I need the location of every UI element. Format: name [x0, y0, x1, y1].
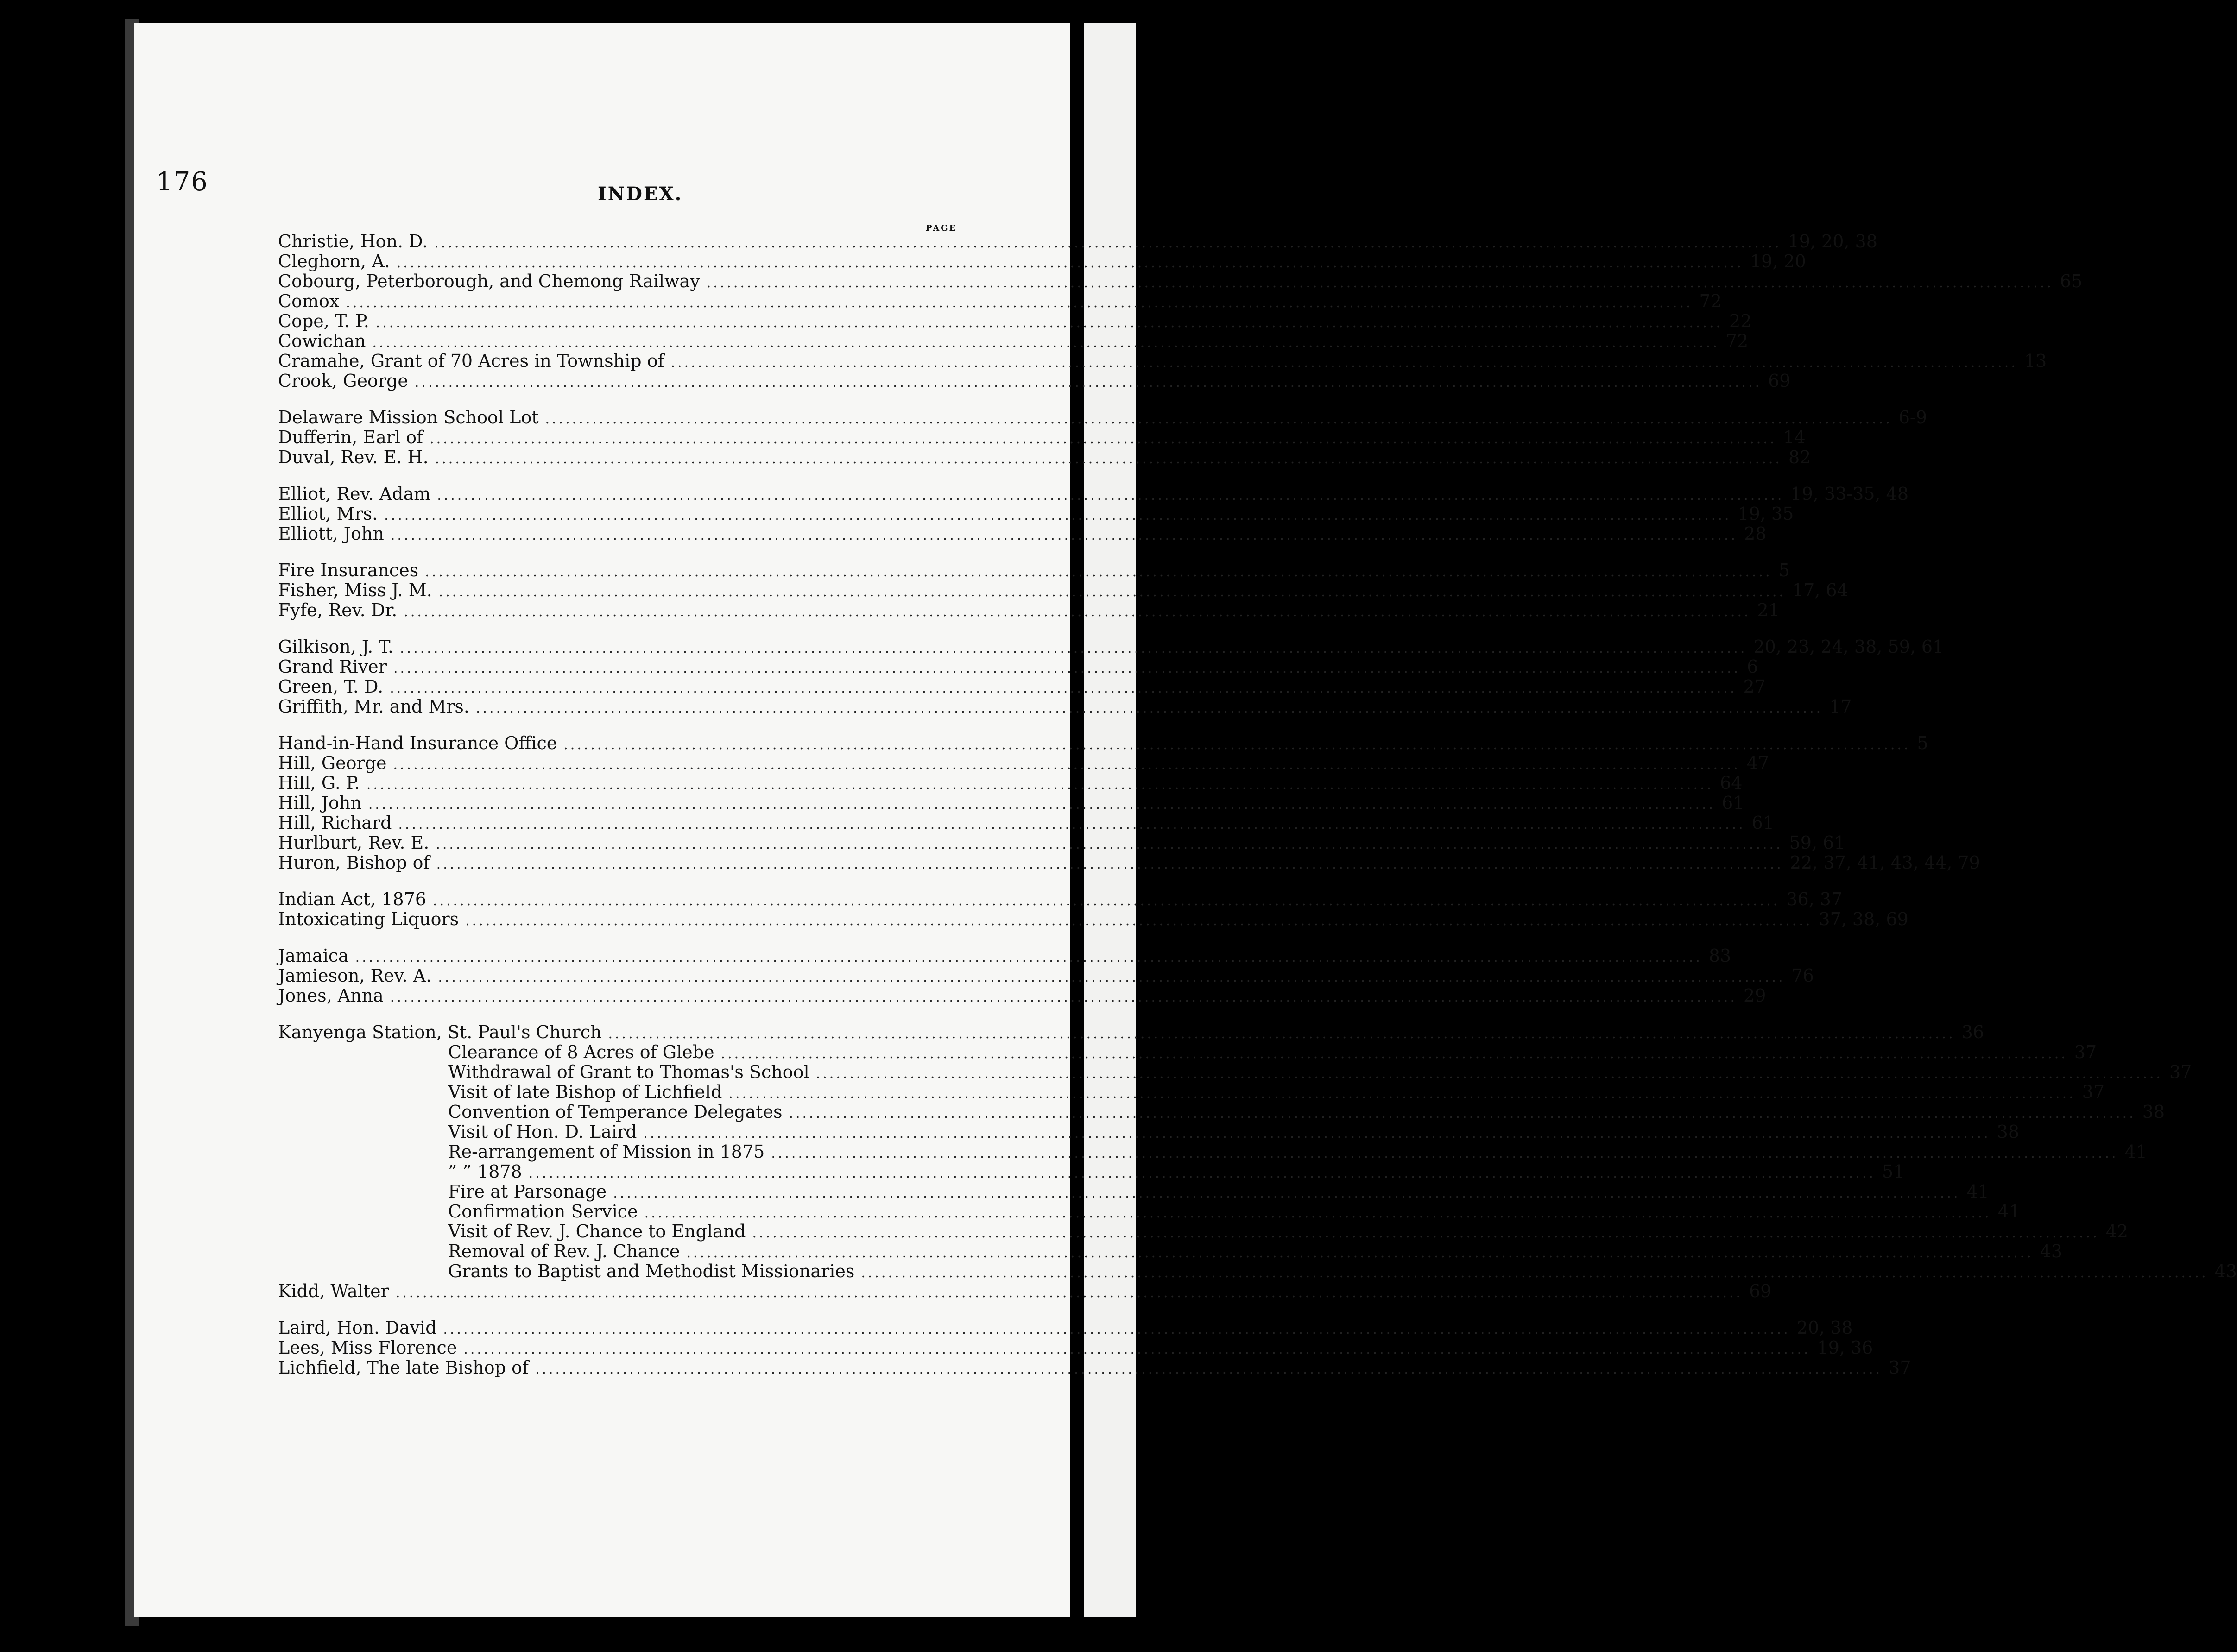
dot-leader: ........................................................................................................................................................................................................: [528, 1165, 1876, 1181]
dot-leader: ........................................................................................................................................................................................................: [355, 949, 1702, 965]
entry-pages: 41: [1997, 1201, 2021, 1222]
dot-leader: ........................................................................................................................................................................................................: [789, 1105, 2136, 1122]
entry-pages: 36: [1961, 1022, 1984, 1042]
index-subentry: [278, 1201, 2021, 1222]
entry-term: Clearance of 8 Acres of Glebe: [448, 1042, 714, 1062]
index-subentry: [278, 1042, 2097, 1062]
entry-pages: 37: [2169, 1062, 2192, 1082]
entry-pages: 41: [1966, 1181, 1989, 1202]
entry-pages: 61: [1722, 793, 1744, 813]
entry-term: Lees, Miss Florence: [278, 1337, 457, 1358]
index-subentry: [278, 1122, 2019, 1142]
entry-pages: 43: [2214, 1261, 2237, 1281]
page-number: 176: [156, 167, 209, 197]
entry-term: Hill, John: [278, 793, 362, 813]
dot-leader: ........................................................................................................................................................................................................: [396, 255, 1744, 271]
entry-pages: 37: [2074, 1042, 2097, 1062]
entry-term: Hill, Richard: [278, 813, 392, 833]
index-subentry: [278, 1261, 2237, 1281]
entry-term: Hill, George: [278, 753, 387, 773]
index-entry: [278, 271, 2083, 291]
dot-leader: ........................................................................................................................................................................................................: [375, 315, 1723, 331]
index-entry: [278, 504, 1794, 524]
entry-term: Withdrawal of Grant to Thomas's School: [448, 1062, 809, 1082]
entry-pages: 17, 64: [1792, 580, 1848, 600]
entry-term: Comox: [278, 291, 340, 311]
dot-leader: ........................................................................................................................................................................................................: [366, 776, 1714, 793]
dot-leader: ........................................................................................................................................................................................................: [728, 1085, 2076, 1102]
dot-leader: ........................................................................................................................................................................................................: [861, 1265, 2208, 1281]
entry-pages: 59, 61: [1789, 832, 1845, 853]
index-entry: [278, 447, 1811, 467]
index-entry: [278, 600, 1780, 620]
index-entry: [278, 676, 1766, 697]
entry-pages: 5: [1778, 560, 1790, 580]
index-entry: [278, 909, 1908, 929]
entry-pages: 29: [1744, 985, 1766, 1006]
entry-pages: 21: [1757, 600, 1780, 620]
entry-term: Convention of Temperance Delegates: [448, 1102, 783, 1122]
entry-pages: 19, 20, 38: [1788, 231, 1877, 252]
dot-leader: ........................................................................................................................................................................................................: [563, 737, 1911, 753]
index-entry: [278, 832, 1845, 853]
entry-pages: 72: [1699, 291, 1722, 311]
dot-leader: ........................................................................................................................................................................................................: [390, 527, 1738, 543]
index-entries: [278, 231, 2237, 1378]
dot-leader: ........................................................................................................................................................................................................: [438, 969, 1785, 985]
dot-leader: ........................................................................................................................................................................................................: [434, 235, 1782, 251]
entry-term: Christie, Hon. D.: [278, 231, 428, 252]
dot-leader: ........................................................................................................................................................................................................: [414, 374, 1762, 391]
dot-leader: ........................................................................................................................................................................................................: [384, 507, 1731, 523]
dot-leader: ........................................................................................................................................................................................................: [390, 989, 1738, 1005]
entry-term: Green, T. D.: [278, 676, 384, 697]
entry-pages: 27: [1743, 676, 1766, 697]
index-subentry: [278, 1181, 1989, 1202]
index-entry: [278, 1337, 1873, 1358]
entry-term: Cope, T. P.: [278, 311, 369, 331]
entry-pages: 19, 20: [1750, 251, 1806, 271]
entry-term: Kanyenga Station, St. Paul's Church: [278, 1022, 602, 1042]
entry-pages: 20, 23, 24, 38, 59, 61: [1753, 637, 1944, 657]
entry-term: Visit of late Bishop of Lichfield: [448, 1082, 722, 1102]
entry-pages: 20, 38: [1796, 1318, 1853, 1338]
dot-leader: ........................................................................................................................................................................................................: [720, 1046, 2068, 1062]
entry-term: Indian Act, 1876: [278, 889, 427, 909]
index-entry: [278, 1318, 1853, 1338]
entry-pages: 41: [2124, 1141, 2147, 1162]
entry-pages: 43: [2040, 1241, 2063, 1261]
index-entry: [278, 484, 1908, 504]
dot-leader: ........................................................................................................................................................................................................: [404, 604, 1751, 620]
entry-pages: 28: [1744, 523, 1767, 544]
index-entry: [278, 965, 1814, 986]
dot-leader: ........................................................................................................................................................................................................: [438, 584, 1786, 600]
index-entry: [278, 371, 1791, 391]
dot-leader: ........................................................................................................................................................................................................: [437, 487, 1784, 504]
entry-term: Delaware Mission School Lot: [278, 407, 539, 428]
index-entry: [278, 1357, 1911, 1378]
dot-leader: ........................................................................................................................................................................................................: [436, 856, 1783, 872]
dot-leader: ........................................................................................................................................................................................................: [435, 451, 1782, 467]
dot-leader: ........................................................................................................................................................................................................: [372, 334, 1719, 351]
index-subentry: [278, 1141, 2147, 1162]
index-entry: [278, 1281, 1772, 1301]
entry-term: ” ” 1878: [448, 1161, 522, 1182]
dot-leader: ........................................................................................................................................................................................................: [400, 640, 1747, 656]
index-entry: [278, 1022, 1984, 1042]
entry-term: Cowichan: [278, 331, 366, 351]
entry-pages: 6-9: [1898, 407, 1927, 428]
index-entry: [278, 311, 1752, 331]
index-entry: [278, 331, 1749, 351]
index-subentry: [278, 1102, 2165, 1122]
entry-term: Visit of Rev. J. Chance to England: [448, 1221, 746, 1242]
dot-leader: ........................................................................................................................................................................................................: [815, 1066, 2163, 1082]
dot-leader: ........................................................................................................................................................................................................: [393, 660, 1741, 676]
entry-pages: 83: [1708, 946, 1731, 966]
running-head: INDEX.: [598, 183, 683, 205]
dot-leader: ........................................................................................................................................................................................................: [465, 913, 1813, 929]
entry-pages: 38: [2142, 1102, 2165, 1122]
entry-pages: 36, 37: [1786, 889, 1843, 909]
entry-term: Jamieson, Rev. A.: [278, 965, 432, 986]
index-entry: [278, 813, 1775, 833]
entry-term: Jamaica: [278, 946, 349, 966]
index-entry: [278, 351, 2047, 371]
dot-leader: ........................................................................................................................................................................................................: [613, 1185, 1960, 1201]
entry-term: Fire at Parsonage: [448, 1181, 607, 1202]
dot-leader: ........................................................................................................................................................................................................: [393, 757, 1740, 773]
index-entry: [278, 231, 1877, 252]
entry-term: Cleghorn, A.: [278, 251, 390, 271]
index-entry: [278, 580, 1848, 600]
entry-pages: 37, 38, 69: [1819, 909, 1908, 929]
index-entry: [278, 523, 1767, 544]
dot-leader: ........................................................................................................................................................................................................: [643, 1125, 1991, 1141]
entry-pages: 72: [1725, 331, 1749, 351]
index-entry: [278, 407, 1927, 428]
entry-pages: 13: [2024, 351, 2047, 371]
entry-term: Kidd, Walter: [278, 1281, 389, 1301]
entry-term: Crook, George: [278, 371, 408, 391]
index-entry: [278, 291, 1722, 311]
dot-leader: ........................................................................................................................................................................................................: [430, 431, 1777, 447]
index-entry: [278, 985, 1766, 1006]
entry-term: Gilkison, J. T.: [278, 637, 394, 657]
dot-leader: ........................................................................................................................................................................................................: [398, 816, 1745, 832]
index-subentry: [278, 1241, 2063, 1261]
entry-term: Confirmation Service: [448, 1201, 638, 1222]
entry-pages: 19, 33-35, 48: [1790, 484, 1908, 504]
dot-leader: ........................................................................................................................................................................................................: [545, 411, 1892, 427]
dot-leader: ........................................................................................................................................................................................................: [771, 1145, 2118, 1161]
dot-leader: ........................................................................................................................................................................................................: [752, 1225, 2099, 1241]
index-entry: [278, 793, 1744, 813]
index-subentry: [278, 1082, 2105, 1102]
entry-pages: 37: [2082, 1082, 2105, 1102]
entry-term: Elliot, Rev. Adam: [278, 484, 431, 504]
dot-leader: ........................................................................................................................................................................................................: [425, 564, 1772, 580]
entry-pages: 22, 37, 41, 43, 44, 79: [1789, 852, 1980, 873]
index-entry: [278, 946, 1731, 966]
entry-pages: 64: [1720, 773, 1743, 793]
index-subentry: [278, 1062, 2192, 1082]
index-entry: [278, 889, 1843, 909]
entry-term: Duval, Rev. E. H.: [278, 447, 429, 467]
dot-leader: ........................................................................................................................................................................................................: [608, 1026, 1955, 1042]
entry-pages: 69: [1768, 371, 1791, 391]
dot-leader: ........................................................................................................................................................................................................: [670, 354, 2018, 371]
entry-term: Griffith, Mr. and Mrs.: [278, 696, 469, 717]
entry-pages: 19, 36: [1817, 1337, 1873, 1358]
entry-pages: 47: [1746, 753, 1769, 773]
entry-term: Elliot, Mrs.: [278, 504, 378, 524]
index-subentry: [278, 1161, 1905, 1182]
index-subentry: [278, 1221, 2129, 1242]
entry-pages: 69: [1749, 1281, 1772, 1301]
entry-term: Fisher, Miss J. M.: [278, 580, 432, 600]
index-entry: [278, 852, 1980, 873]
dot-leader: ........................................................................................................................................................................................................: [535, 1361, 1883, 1377]
index-entry: [278, 637, 1944, 657]
index-entry: [278, 753, 1769, 773]
dot-leader: ........................................................................................................................................................................................................: [395, 1285, 1743, 1301]
entry-pages: 19, 35: [1738, 504, 1794, 524]
entry-pages: 61: [1751, 813, 1775, 833]
dot-leader: ........................................................................................................................................................................................................: [390, 680, 1737, 696]
entry-term: Re-arrangement of Mission in 1875: [448, 1141, 765, 1162]
dot-leader: ........................................................................................................................................................................................................: [436, 836, 1783, 852]
entry-term: Elliott, John: [278, 523, 384, 544]
entry-pages: 5: [1917, 733, 1928, 753]
dot-leader: ........................................................................................................................................................................................................: [433, 893, 1780, 909]
index-entry: [278, 773, 1743, 793]
entry-term: Jones, Anna: [278, 985, 384, 1006]
dot-leader: ........................................................................................................................................................................................................: [368, 796, 1716, 813]
entry-term: Fyfe, Rev. Dr.: [278, 600, 398, 620]
entry-term: Cramahe, Grant of 70 Acres in Township of: [278, 351, 664, 371]
entry-term: Removal of Rev. J. Chance: [448, 1241, 680, 1261]
dot-leader: ........................................................................................................................................................................................................: [463, 1341, 1811, 1357]
dot-leader: ........................................................................................................................................................................................................: [706, 275, 2054, 291]
entry-pages: 37: [1889, 1357, 1911, 1378]
entry-term: Intoxicating Liquors: [278, 909, 459, 929]
dot-leader: ........................................................................................................................................................................................................: [644, 1205, 1991, 1221]
entry-pages: 51: [1882, 1161, 1905, 1182]
entry-term: Cobourg, Peterborough, and Chemong Railway: [278, 271, 700, 291]
page-column-label: PAGE: [926, 223, 957, 233]
dot-leader: ........................................................................................................................................................................................................: [443, 1321, 1790, 1337]
entry-pages: 65: [2060, 271, 2083, 291]
entry-pages: 22: [1729, 311, 1752, 331]
dot-leader: ........................................................................................................................................................................................................: [475, 700, 1823, 716]
entry-term: Visit of Hon. D. Laird: [448, 1122, 637, 1142]
entry-pages: 76: [1791, 965, 1814, 986]
entry-term: Lichfield, The late Bishop of: [278, 1357, 529, 1378]
entry-term: Hurlburt, Rev. E.: [278, 832, 430, 853]
entry-term: Dufferin, Earl of: [278, 427, 423, 448]
dot-leader: ........................................................................................................................................................................................................: [686, 1245, 2034, 1261]
entry-term: Laird, Hon. David: [278, 1318, 437, 1338]
entry-term: Hill, G. P.: [278, 773, 360, 793]
entry-pages: 42: [2105, 1221, 2129, 1242]
index-entry: [278, 733, 1928, 753]
index-entry: [278, 427, 1806, 448]
index-entry: [278, 696, 1852, 717]
entry-term: Hand-in-Hand Insurance Office: [278, 733, 557, 753]
entry-pages: 17: [1829, 696, 1852, 717]
entry-term: Grand River: [278, 656, 387, 677]
entry-term: Grants to Baptist and Methodist Missionaries: [448, 1261, 855, 1281]
index-entry: [278, 560, 1790, 580]
entry-pages: 38: [1997, 1122, 2019, 1142]
index-entry: [278, 251, 1806, 271]
entry-term: Huron, Bishop of: [278, 852, 430, 873]
dot-leader: ........................................................................................................................................................................................................: [346, 295, 1693, 311]
entry-term: Fire Insurances: [278, 560, 419, 580]
index-entry: [278, 656, 1758, 677]
entry-pages: 14: [1783, 427, 1806, 448]
entry-pages: 6: [1747, 656, 1758, 677]
entry-pages: 82: [1788, 447, 1811, 467]
